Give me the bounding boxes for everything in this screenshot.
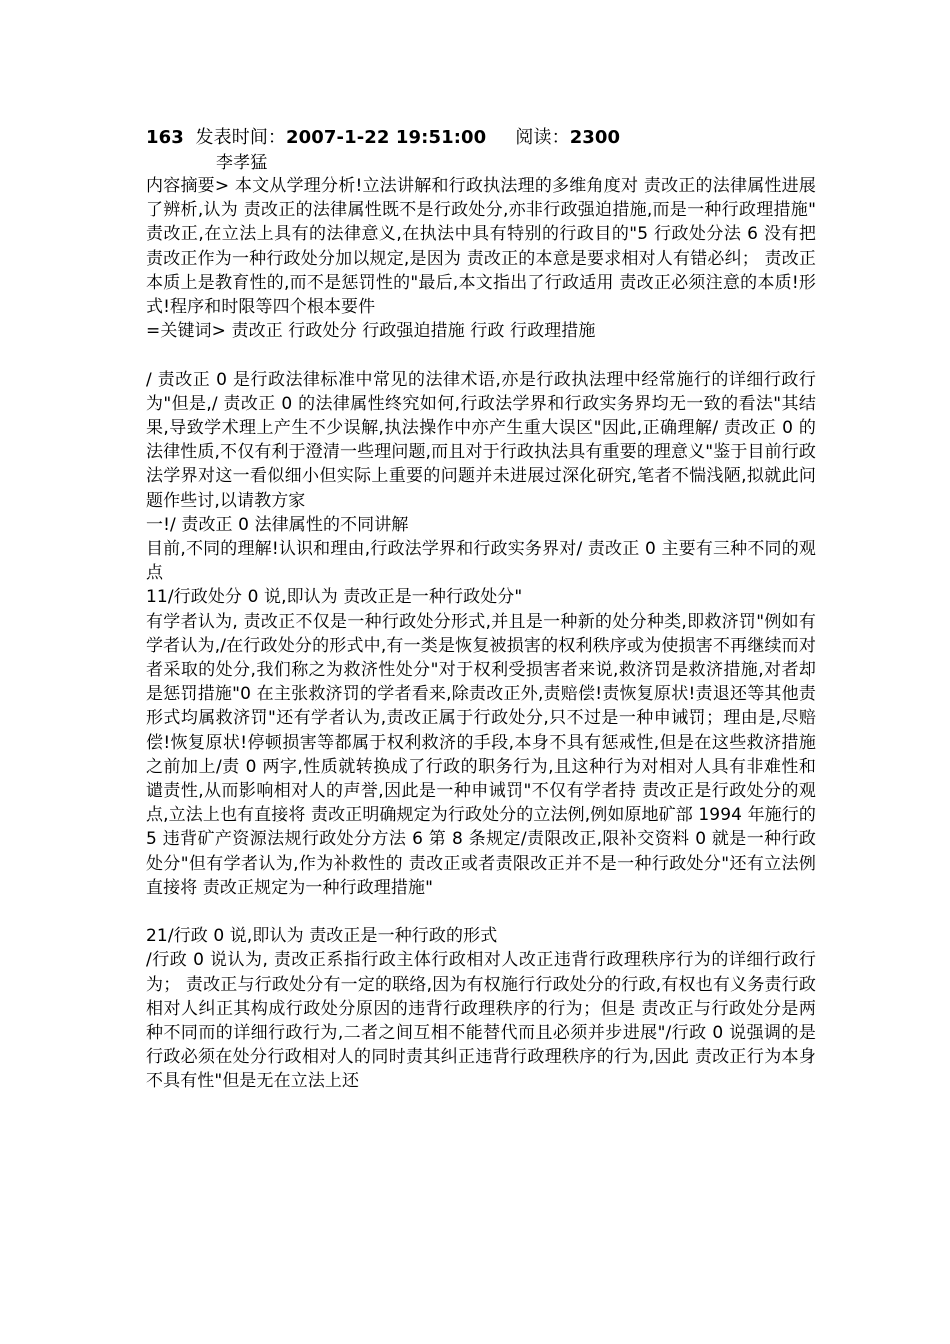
point-title: 11/行政处分 0 说,即认为 责改正是一种行政处分": [146, 587, 523, 608]
document-page: [146, 124, 816, 1094]
article-number: 163: [146, 127, 184, 148]
point-title: 21/行政 0 说,即认为 责改正是一种行政的形式: [146, 926, 498, 947]
read-count: 2300: [569, 127, 621, 148]
abstract: 内容摘要> 本文从学理分析!立法讲解和行政执法理的多维角度对 责改正的法律属性进展了辨析,认为 责改正的法律属性既不是行政处分,亦非行政强迫措施,而是一种行政理措施" 责改正,在立法上具有的法律意义,在执法中具有特别的行政目的"5 行政处分法 6 没有把 责改正作为一种行政处分加以规定,是因为 责改正的本意是要求相对人有错必纠； 责改正本质上是教育性的,而不是惩罚性的"最后,本文指出了行政适用 责改正必须注意的本质!形式!程序和时限等四个根本要件: [146, 176, 816, 318]
read-label: 阅读：: [515, 127, 570, 148]
section-title: 一!/ 责改正 0 法律属性的不同讲解: [146, 514, 409, 535]
keywords: =关键词> 责改正 行政处分 行政强迫措施 行政 行政理措施: [146, 321, 596, 342]
section-intro: 目前,不同的理解!认识和理由,行政法学界和行政实务界对/ 责改正 0 主要有三种不同的观点: [146, 539, 816, 584]
spacer: [146, 900, 816, 924]
author-name: 李孝猛: [216, 153, 268, 173]
point-body: /行政 0 说认为, 责改正系指行政主体行政相对人改正违背行政理秩序行为的详细行政行为； 责改正与行政处分有一定的联络,因为有权施行行政处分的行政,有权也有义务责行政相对人纠正其构成行政处分原因的违背行政理秩序的行为；但是 责改正与行政处分是两种不同而的详细行政行为,二者之间互相不能替代而且必须并步进展"/行政 0 说强调的是行政必须在处分行政相对人的同时责其纠正违背行政理秩序的行为,因此 责改正行为本身不具有性"但是无在立法上还: [146, 950, 816, 1092]
spacer: [146, 343, 816, 367]
intro-paragraph: / 责改正 0 是行政法律标准中常见的法律术语,亦是行政执法理中经常施行的详细行政行为"但是,/ 责改正 0 的法律属性终究如何,行政法学界和行政实务界均无一致的看法"其结果,导致学术理上产生不少误解,执法操作中亦产生重大误区"因此,正确理解/ 责改正 0 的法律性质,不仅有利于澄清一些理问题,而且对于行政执法具有重要的理意义"鉴于目前行政法学界对这一看似细小但实际上重要的问题并未进展过深化研究,笔者不惴浅陋,拟就此问题作些讨,以请教方家: [146, 369, 816, 511]
publish-label: 发表时间：: [195, 127, 287, 148]
point-body: 有学者认为, 责改正不仅是一种行政处分形式,并且是一种新的处分种类,即救济罚"例如有学者认为,/在行政处分的形式中,有一类是恢复被损害的权利秩序或为使损害不再继续而对者采取的处分,我们称之为救济性处分"对于权利受损害者来说,救济罚是救济措施,对者却是惩罚措施"0 在主张救济罚的学者看来,除责改正外,责赔偿!责恢复原状!责退还等其他责形式均属救济罚"还有学者认为,责改正属于行政处分,只不过是一种申诫罚；理由是,尽赔偿!恢复原状!停顿损害等都属于权利救济的手段,本身不具有惩戒性,但是在这些救济措施之前加上/责 0 两字,性质就转换成了行政的职务行为,且这种行为对相对人具有非难性和谴责性,从而影响相对人的声誉,因此是一种申诫罚"不仅有学者持 责改正是行政处分的观点,立法上也有直接将 责改正明确规定为行政处分的立法例,例如原地矿部 1994 年施行的 5 违背矿产资源法规行政处分方法 6 第 8 条规定/责限改正,限补交资料 0 就是一种行政处分"但有学者认为,作为补救性的 责改正或者责限改正并不是一种行政处分"还有立法例直接将 责改正规定为一种行政理措施": [146, 611, 816, 898]
publish-time: 2007-1-22 19:51:00: [286, 127, 487, 148]
article-meta: [146, 124, 816, 152]
